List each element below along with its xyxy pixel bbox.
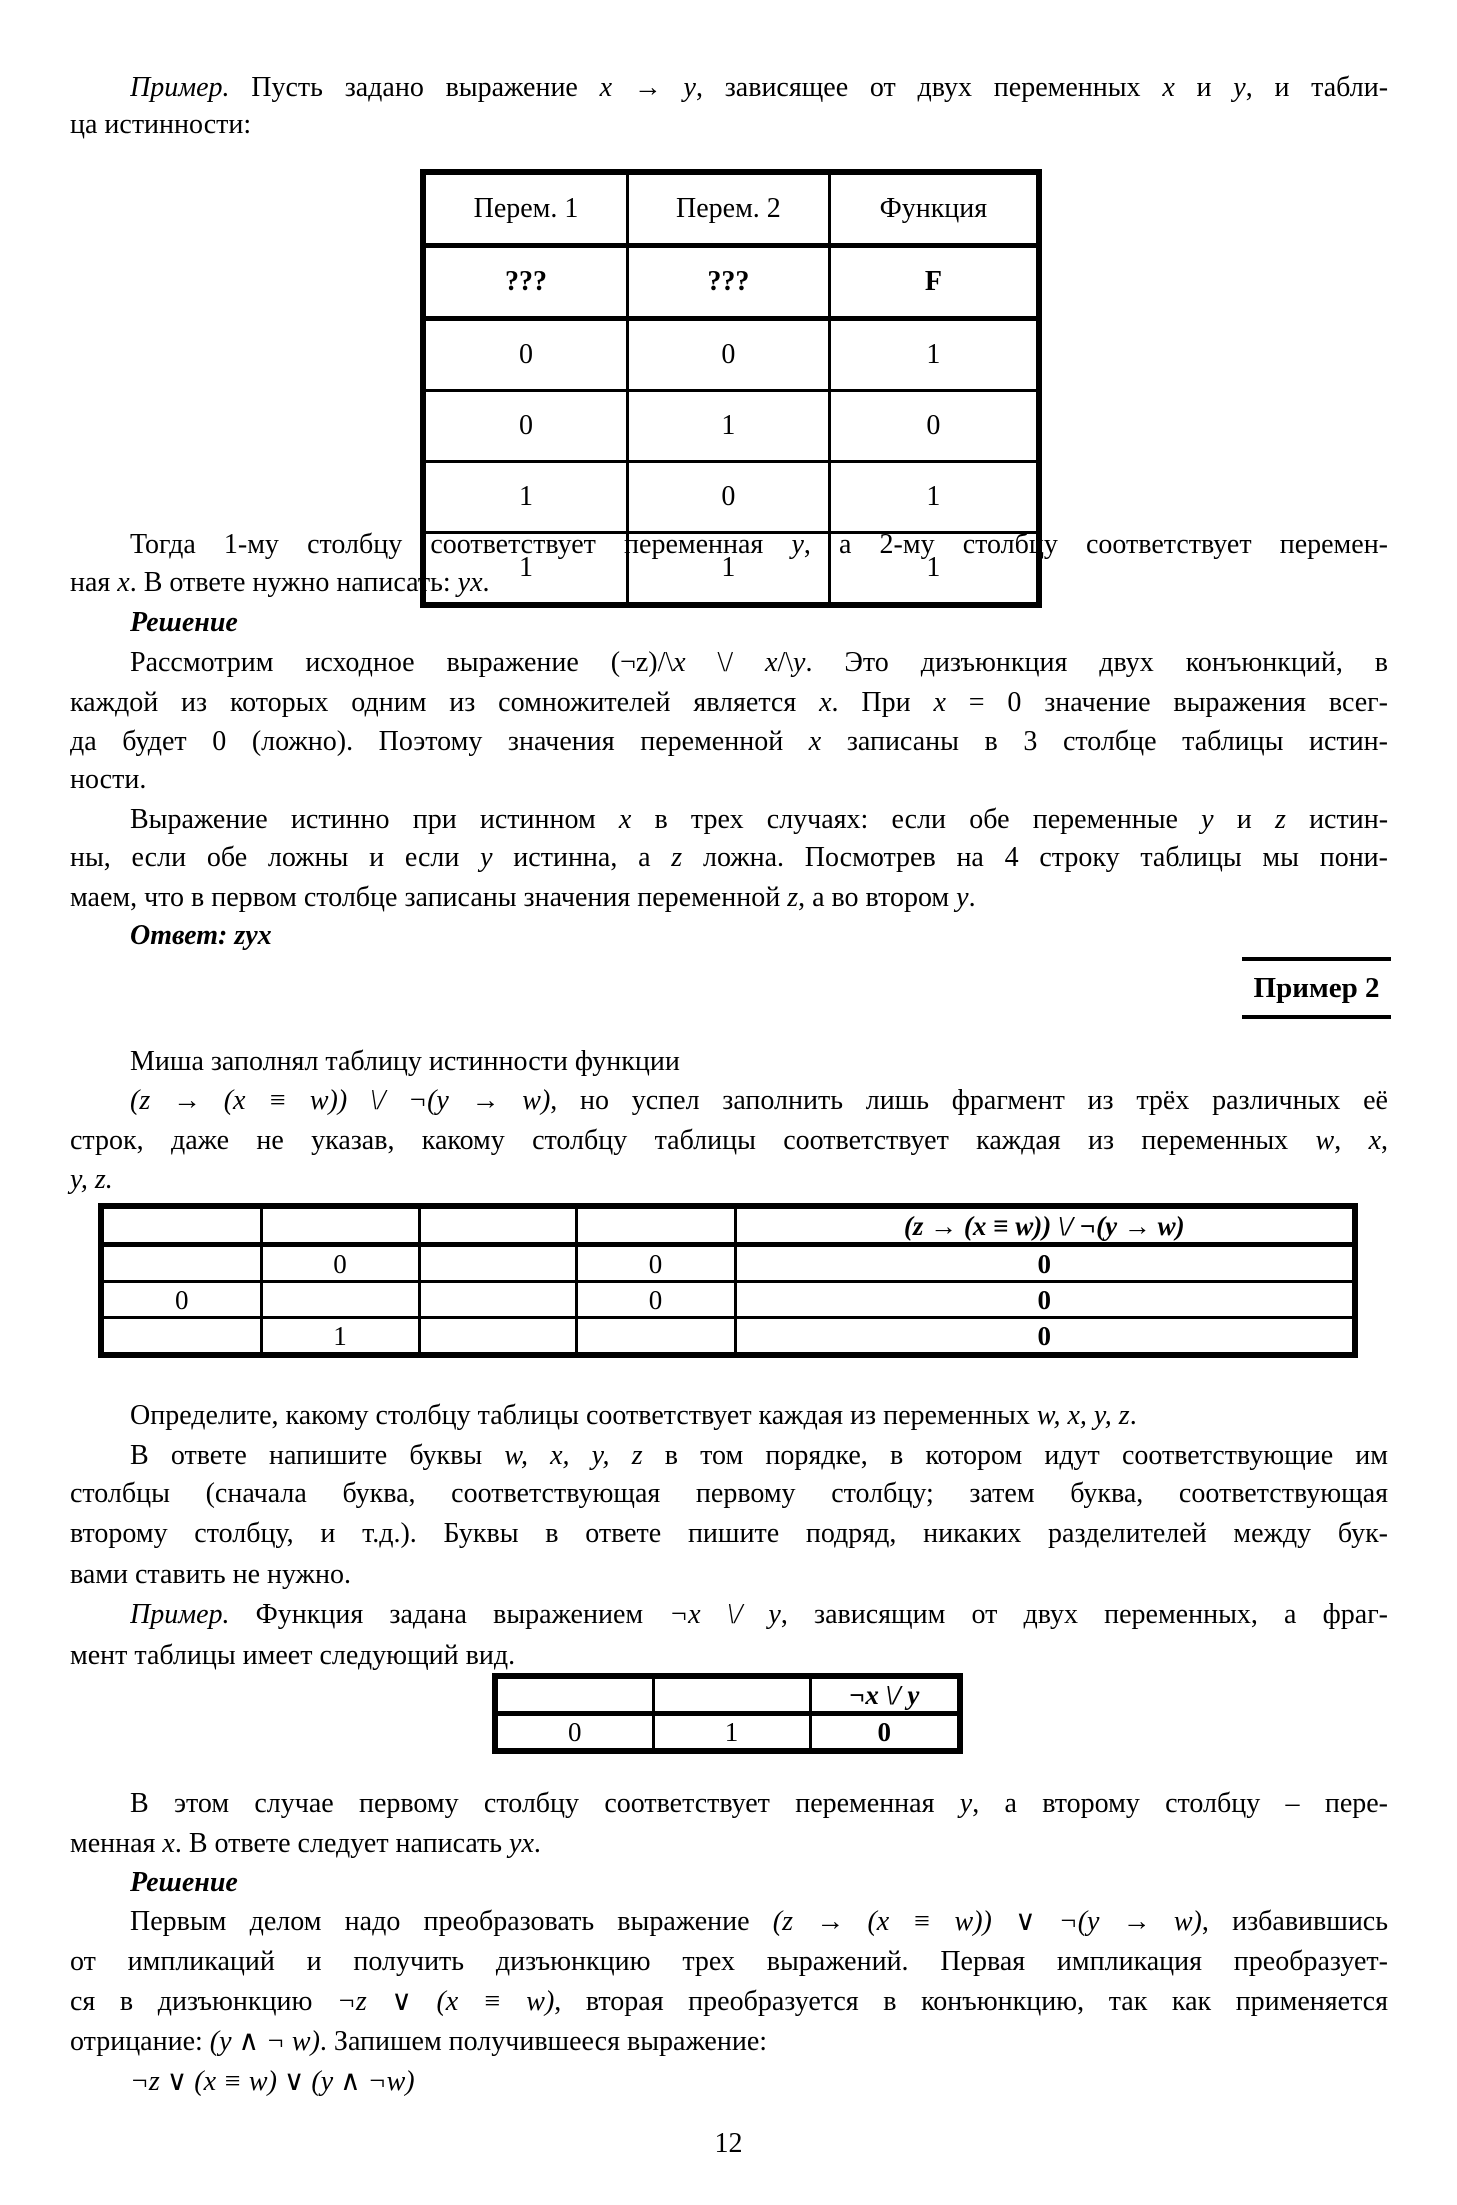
table-cell-function: 0 <box>735 1245 1355 1282</box>
text: , вторая преобразуется в конъюнкцию, так как применяется <box>554 1986 1388 2017</box>
example-label: Пример. <box>130 1599 230 1630</box>
text: записаны в 3 столбце таблицы истин- <box>821 726 1388 757</box>
table-row <box>101 1282 1355 1318</box>
table-row <box>101 1245 1355 1282</box>
var: w <box>1315 1125 1335 1156</box>
text: Первым делом надо преобразовать выражение <box>130 1906 773 1937</box>
text: Функция задана выражением <box>229 1599 670 1630</box>
var: x <box>673 647 686 678</box>
text: маем, что в первом столбце записаны значения переменной <box>70 882 788 913</box>
table-cell-function: 0 <box>735 1318 1355 1356</box>
table-cell: 0 <box>628 319 830 391</box>
text: в том порядке, в котором идут соответствующие им <box>642 1440 1388 1471</box>
table-cell: 0 <box>576 1245 735 1282</box>
table-header-cell: Перем. 1 <box>423 172 628 246</box>
table-cell-function: 0 <box>735 1282 1355 1318</box>
example2-line-2: мент таблицы имеет следующий вид. <box>70 1640 516 1671</box>
text: Выражение истинно при истинном <box>130 804 619 835</box>
inline-expression: ¬x \/ y <box>669 1599 781 1630</box>
var: x <box>618 804 632 835</box>
var: x <box>117 567 130 598</box>
text: . <box>533 1828 541 1859</box>
text: истинна, а <box>492 842 672 873</box>
var: y <box>480 842 493 873</box>
task-line-3: столбцы (сначала буква, соответствующая первому столбцу; затем буква, соответствующая <box>70 1478 1388 1509</box>
text: , <box>1381 1125 1388 1156</box>
table-cell: 0 <box>423 391 628 462</box>
table-header-cell <box>495 1676 653 1714</box>
table-cell: 1 <box>829 319 1039 391</box>
text: менная <box>70 1828 163 1859</box>
answer-example: yx <box>509 1828 534 1859</box>
var: y <box>791 529 804 560</box>
text: . При <box>831 687 934 718</box>
table-header-row <box>423 172 1039 246</box>
var: x <box>765 647 778 678</box>
table-cell <box>101 1245 261 1282</box>
table-subheader-cell: F <box>829 246 1039 319</box>
table-cell: 1 <box>653 1714 810 1752</box>
text: и <box>1174 72 1234 103</box>
text: отрицание: <box>70 2026 210 2057</box>
example2-line-1 <box>130 1597 1388 1633</box>
text: . <box>968 882 976 913</box>
function-expression: (z → (x ≡ w)) \/ ¬(y → w) <box>130 1085 551 1116</box>
var: z <box>671 842 683 873</box>
text: Определите, какому столбцу таблицы соответствует каждая из переменных <box>130 1400 1037 1431</box>
table-cell: 0 <box>829 391 1039 462</box>
inline-expression: (y ∧ ¬ w) <box>209 2026 320 2057</box>
table-cell: 1 <box>423 462 628 533</box>
text: В ответе напишите буквы <box>130 1440 505 1471</box>
text: , <box>1334 1125 1369 1156</box>
solution2-line-2: от импликаций и получить дизъюнкцию трех выражений. Первая импликация преобразует- <box>70 1946 1388 1977</box>
task-intro-line-3 <box>70 1123 1388 1159</box>
page-number: 12 <box>714 2128 743 2159</box>
text: , зависящее от двух переменных <box>695 72 1163 103</box>
text: в трех случаях: если обе переменные <box>631 804 1202 835</box>
table-header-cell: Функция <box>829 172 1039 246</box>
solution-p1-line-2 <box>70 685 1388 721</box>
text: ложна. Посмотрев на 4 строку таблицы мы пони- <box>682 842 1388 873</box>
solution2-line-1 <box>130 1904 1388 1940</box>
task-line-5: вами ставить не нужно. <box>70 1559 351 1590</box>
table-cell <box>576 1318 735 1356</box>
text: ны, если обе ложны и если <box>70 842 481 873</box>
after-small-table-line-1 <box>130 1786 1388 1822</box>
table-cell: 1 <box>423 533 628 606</box>
text: ся в дизъюнкцию <box>70 1986 337 2017</box>
truth-table-fragment <box>98 1203 1358 1358</box>
table-header-function: (z → (x ≡ w)) \/ ¬(y → w) <box>735 1206 1355 1245</box>
var: x <box>1368 1125 1382 1156</box>
text: ная <box>70 567 118 598</box>
table-row <box>423 391 1039 462</box>
text: , а второму столбцу – пере- <box>972 1788 1388 1819</box>
table-subheader-row <box>423 246 1039 319</box>
task-intro-line-4: y, z. <box>70 1164 113 1195</box>
table-cell: 0 <box>101 1282 261 1318</box>
solution-p2-line-3 <box>70 880 1388 916</box>
text: , но успел заполнить лишь фрагмент из трёх различных её <box>550 1085 1388 1116</box>
text: /\ <box>777 647 794 678</box>
table-header-cell <box>101 1206 261 1245</box>
var: y <box>959 1788 973 1819</box>
section-heading-example-2: Пример 2 <box>1242 957 1391 1019</box>
text: строк, даже не указав, какому столбцу таблицы соответствует каждая из переменных <box>70 1125 1316 1156</box>
table-subheader-cell: ??? <box>423 246 628 319</box>
table-cell: 0 <box>423 319 628 391</box>
text: . <box>482 567 490 598</box>
table-cell: 1 <box>628 533 830 606</box>
table-cell: 0 <box>495 1714 653 1752</box>
text: . Запишем получившееся выражение: <box>319 2026 768 2057</box>
var: x <box>1162 72 1175 103</box>
vars: w, x, y, z <box>504 1440 643 1471</box>
table-cell: 0 <box>261 1245 419 1282</box>
table-cell: 1 <box>261 1318 419 1356</box>
solution-heading-2: Решение <box>130 1867 238 1898</box>
answer: Ответ: zyx <box>130 920 272 951</box>
text: истин- <box>1285 804 1388 835</box>
text: да будет 0 (ложно). Поэтому значения переменной <box>70 726 809 757</box>
example-fragment-table <box>492 1673 963 1754</box>
solution2-result-expression: ¬z ∨ (x ≡ w) ∨ (y ∧ ¬w) <box>130 2066 415 2097</box>
table-cell: 1 <box>829 462 1039 533</box>
example-intro-line-2: ца истинности: <box>70 109 252 140</box>
solution-p1-line-3 <box>70 724 1388 760</box>
table-row <box>423 462 1039 533</box>
inline-expression: (z → (x ≡ w)) ∨ ¬(y → w) <box>772 1906 1202 1937</box>
solution2-line-3 <box>70 1984 1388 2020</box>
table-header-cell <box>261 1206 419 1245</box>
var: z <box>1274 804 1286 835</box>
vars: w, x, y, z <box>1036 1400 1130 1431</box>
example-label: Пример. <box>130 72 230 103</box>
table-cell <box>261 1282 419 1318</box>
table-cell: 0 <box>628 462 830 533</box>
table-cell <box>419 1318 576 1356</box>
text: Рассмотрим исходное выражение (¬z)/\ <box>130 647 674 678</box>
solution-p1-line-1 <box>130 645 1388 681</box>
var: y <box>1233 72 1246 103</box>
var: z <box>787 882 799 913</box>
var: x <box>162 1828 175 1859</box>
text: , зависящим от двух переменных, а фраг- <box>780 1599 1388 1630</box>
table-cell: 0 <box>576 1282 735 1318</box>
after-table-line-2 <box>70 565 1388 601</box>
text: Тогда 1-му столбцу соответствует переменная <box>130 529 792 560</box>
task-intro-line-1: Миша заполнял таблицу истинности функции <box>130 1046 680 1077</box>
solution-p2-line-1 <box>130 802 1388 838</box>
var: x <box>808 726 822 757</box>
table-cell <box>419 1245 576 1282</box>
solution-heading: Решение <box>130 607 238 638</box>
table-cell <box>419 1282 576 1318</box>
text: . Это дизъюнкция двух конъюнкций, в <box>805 647 1388 678</box>
solution-p1-line-4: ности. <box>70 764 147 795</box>
text: Пусть задано выражение <box>229 72 600 103</box>
after-small-table-line-2 <box>70 1826 1388 1862</box>
var: x <box>819 687 832 718</box>
table-row <box>423 319 1039 391</box>
table-header-row <box>101 1206 1355 1245</box>
text: В этом случае первому столбцу соответствует переменная <box>130 1788 960 1819</box>
answer-example: yx <box>457 567 483 598</box>
text: , и табли- <box>1245 72 1388 103</box>
table-header-row <box>495 1676 960 1714</box>
table-cell-function: 0 <box>810 1714 960 1752</box>
text: каждой из которых одним из сомножителей является <box>70 687 820 718</box>
var: y <box>793 647 806 678</box>
var: x <box>933 687 946 718</box>
text: . В ответе следует написать <box>174 1828 510 1859</box>
solution-p2-line-2 <box>70 840 1388 876</box>
table-header-function: ¬x \/ y <box>810 1676 960 1714</box>
table-row <box>101 1318 1355 1356</box>
task-line-2 <box>130 1438 1388 1474</box>
solution2-line-4 <box>70 2024 1388 2060</box>
text: = 0 значение выражения всег- <box>945 687 1388 718</box>
text: \/ <box>685 647 766 678</box>
example-intro-line-1 <box>130 70 1388 106</box>
inline-expression: ¬z ∨ (x ≡ w) <box>336 1986 555 2017</box>
var: y <box>1201 804 1214 835</box>
text: , а во втором <box>798 882 957 913</box>
table-subheader-cell: ??? <box>628 246 830 319</box>
inline-expression: x → y <box>599 72 696 103</box>
after-table-line-1 <box>130 527 1388 563</box>
var: y <box>956 882 969 913</box>
text: . <box>1129 1400 1137 1431</box>
table-cell: 1 <box>829 533 1039 606</box>
table-header-cell <box>419 1206 576 1245</box>
task-intro-line-2 <box>130 1083 1388 1119</box>
text: . В ответе нужно написать: <box>129 567 458 598</box>
table-cell: 1 <box>628 391 830 462</box>
text: , а 2-му столбцу соответствует перемен- <box>803 529 1388 560</box>
table-header-cell: Перем. 2 <box>628 172 830 246</box>
task-line-4: второму столбцу, и т.д.). Буквы в ответе пишите подряд, никаких разделителей между бук- <box>70 1518 1388 1549</box>
table-header-cell <box>576 1206 735 1245</box>
table-header-cell <box>653 1676 810 1714</box>
text: , избавившись <box>1201 1906 1388 1937</box>
table-row <box>495 1714 960 1752</box>
text: и <box>1213 804 1275 835</box>
task-line-1 <box>130 1398 1388 1434</box>
table-cell <box>101 1318 261 1356</box>
